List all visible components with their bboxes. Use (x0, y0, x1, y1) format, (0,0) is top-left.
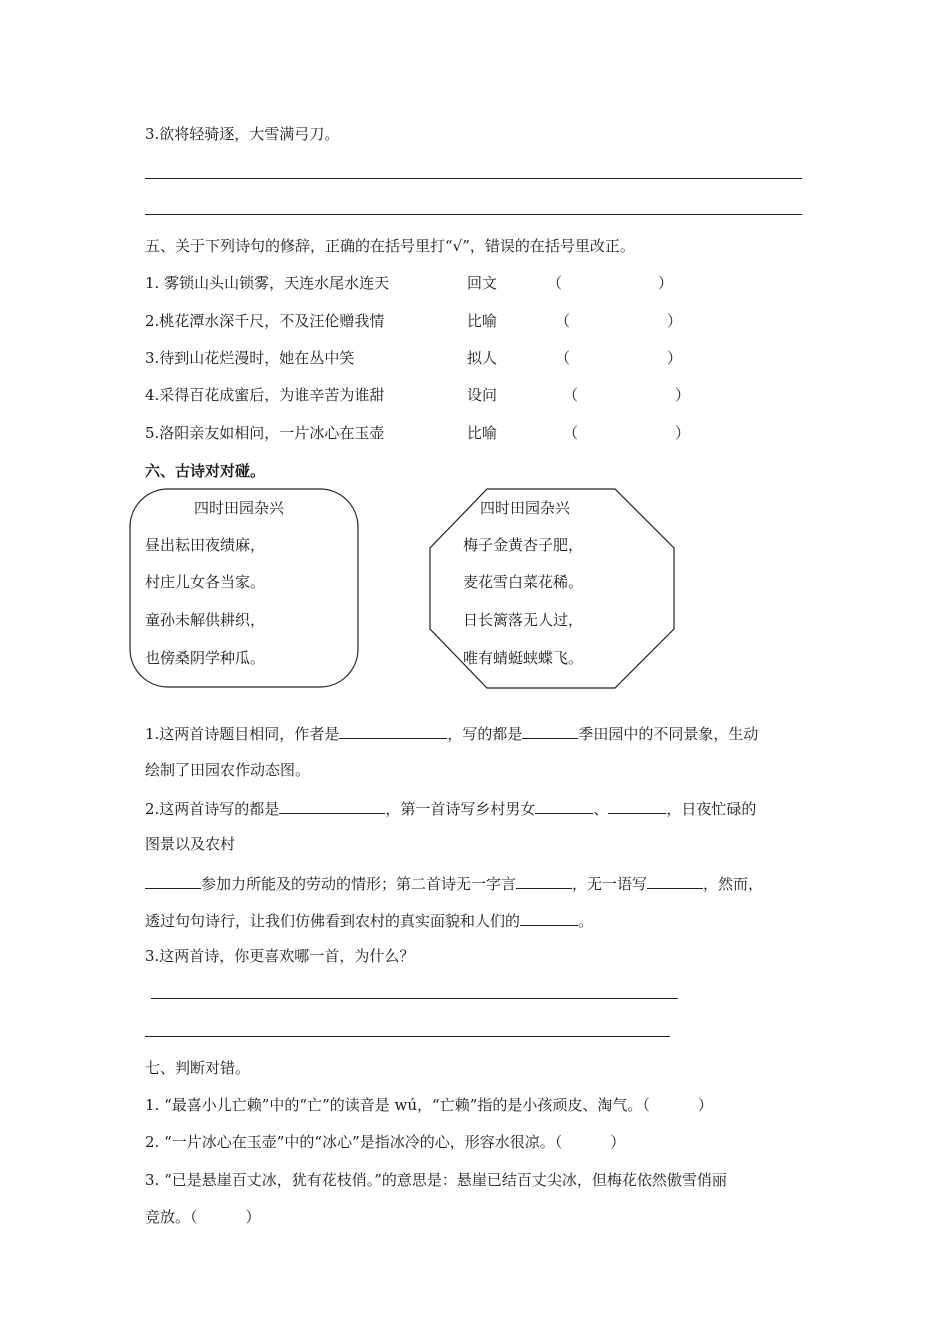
s5-item-right-paren: ） (667, 349, 683, 367)
s5-item-device: 拟人 (467, 349, 498, 367)
answer-line[interactable] (151, 998, 678, 999)
section5-title: 五、关于下列诗句的修辞，正确的在括号里打“√”，错误的在括号里改正。 (145, 237, 635, 255)
s5-item-left-paren: （ (563, 424, 579, 442)
s5-item-right-paren: ） (675, 386, 691, 404)
s6-q2-text: 。 (578, 912, 594, 930)
blank-word-2[interactable] (647, 872, 703, 889)
s6-q3: 3.这两首诗，你更喜欢哪一首，为什么？ (145, 947, 415, 965)
s6-q2-text: ，然而， (703, 875, 764, 893)
poem2-line: 日长篱落无人过， (463, 611, 584, 629)
s5-item-left-paren: （ (563, 386, 579, 404)
poem1-title: 四时田园杂兴 (194, 499, 285, 517)
s5-item-right-paren: ） (658, 274, 674, 292)
s5-item-device: 比喻 (467, 312, 498, 330)
s5-item-right-paren: ） (675, 424, 691, 442)
poem1-line: 也傍桑阴学种瓜。 (145, 649, 266, 667)
blank-activity-1[interactable] (535, 797, 593, 814)
poem1-line: 昼出耘田夜绩麻， (145, 536, 266, 554)
s5-item-left-paren: （ (555, 312, 571, 330)
s6-q2-text: 2.这两首诗写的都是 (145, 800, 280, 818)
s7-item (145, 1132, 625, 1152)
s5-item-poem: 2.桃花潭水深千尺，不及汪伦赠我情 (145, 312, 385, 330)
s6-q2-line2: 图景以及农村 (145, 835, 236, 853)
s6-q2-text: 参加力所能及的劳动的情形；第二首诗无一字言 (201, 875, 517, 893)
s6-q2-line3 (145, 872, 763, 894)
s5-item-left-paren: （ (555, 349, 571, 367)
s5-item-device: 回文 (467, 274, 498, 292)
s5-item-poem: 3.待到山花烂漫时，她在丛中笑 (145, 349, 355, 367)
blank-activity-2[interactable] (608, 797, 666, 814)
s6-q2-text: ，日夜忙碌的 (666, 800, 757, 818)
section7-title: 七、判断对错。 (145, 1059, 251, 1077)
poem2-line: 麦花雪白菜花稀。 (463, 573, 584, 591)
blank-author[interactable] (339, 722, 447, 739)
s6-q2-text: 、 (593, 800, 609, 818)
s6-q2-line1 (145, 797, 756, 819)
s7-item-text: 竞放。（ (145, 1208, 198, 1226)
q4-item-3: 3.欲将轻骑逐，大雪满弓刀。 (145, 125, 340, 143)
blank-who[interactable] (145, 872, 201, 889)
s7-item-text: 2. “一片冰心在玉壶”中的“冰心”是指冰冷的心，形容水很凉。（ (145, 1133, 563, 1151)
s7-item: 3. “已是悬崖百丈冰，犹有花枝俏。”的意思是：悬崖已结百丈尖冰，但梅花依然傲雪俏丽 (145, 1171, 727, 1189)
s6-q1-text: 1.这两首诗题目相同，作者是 (145, 725, 340, 743)
s5-item-right-paren: ） (667, 312, 683, 330)
blank-theme[interactable] (279, 797, 385, 814)
section6-title: 六、古诗对对碰。 (145, 462, 266, 480)
s6-q1-line1 (145, 722, 758, 744)
poem2-line: 梅子金黄杏子肥， (463, 536, 584, 554)
poem2-title: 四时田园杂兴 (480, 499, 571, 517)
s7-item-cont (145, 1207, 261, 1227)
s6-q1-text: ，写的都是 (447, 725, 523, 743)
s7-item (145, 1095, 713, 1115)
s6-q1-line2: 绘制了田园农作动态图。 (145, 761, 311, 779)
s6-q2-text: 透过句句诗行，让我们仿佛看到农村的真实面貌和人们的 (145, 912, 521, 930)
s7-item-right-paren: ） (245, 1208, 261, 1226)
s5-item-device: 设问 (467, 386, 498, 404)
poem1-line: 村庄儿女各当家。 (145, 573, 266, 591)
s5-item-poem: 5.洛阳亲友如相问，一片冰心在玉壶 (145, 424, 385, 442)
s7-item-text: 1. “最喜小儿亡赖”中的“亡”的读音是 wú，“亡赖”指的是小孩顽皮、淘气。（ (145, 1096, 650, 1114)
s5-item-poem: 1. 雾锁山头山锁雾，天连水尾水连天 (145, 274, 390, 292)
s5-item-poem: 4.采得百花成蜜后，为谁辛苦为谁甜 (145, 386, 385, 404)
blank-feeling[interactable] (520, 909, 578, 926)
s7-item-right-paren: ） (610, 1133, 626, 1151)
s6-q2-text: ，无一语写 (572, 875, 648, 893)
blank-season[interactable] (522, 722, 578, 739)
s6-q2-line4 (145, 909, 593, 931)
answer-line[interactable] (145, 1036, 670, 1037)
s7-item-right-paren: ） (697, 1096, 713, 1114)
blank-word-1[interactable] (516, 872, 572, 889)
s6-q2-text: ，第一首诗写乡村男女 (385, 800, 536, 818)
s6-q1-text: 季田园中的不同景象，生动 (578, 725, 759, 743)
poem1-line: 童孙未解供耕织， (145, 611, 266, 629)
s5-item-left-paren: （ (547, 274, 563, 292)
s5-item-device: 比喻 (467, 424, 498, 442)
poem2-line: 唯有蜻蜓蛱蝶飞。 (463, 649, 584, 667)
